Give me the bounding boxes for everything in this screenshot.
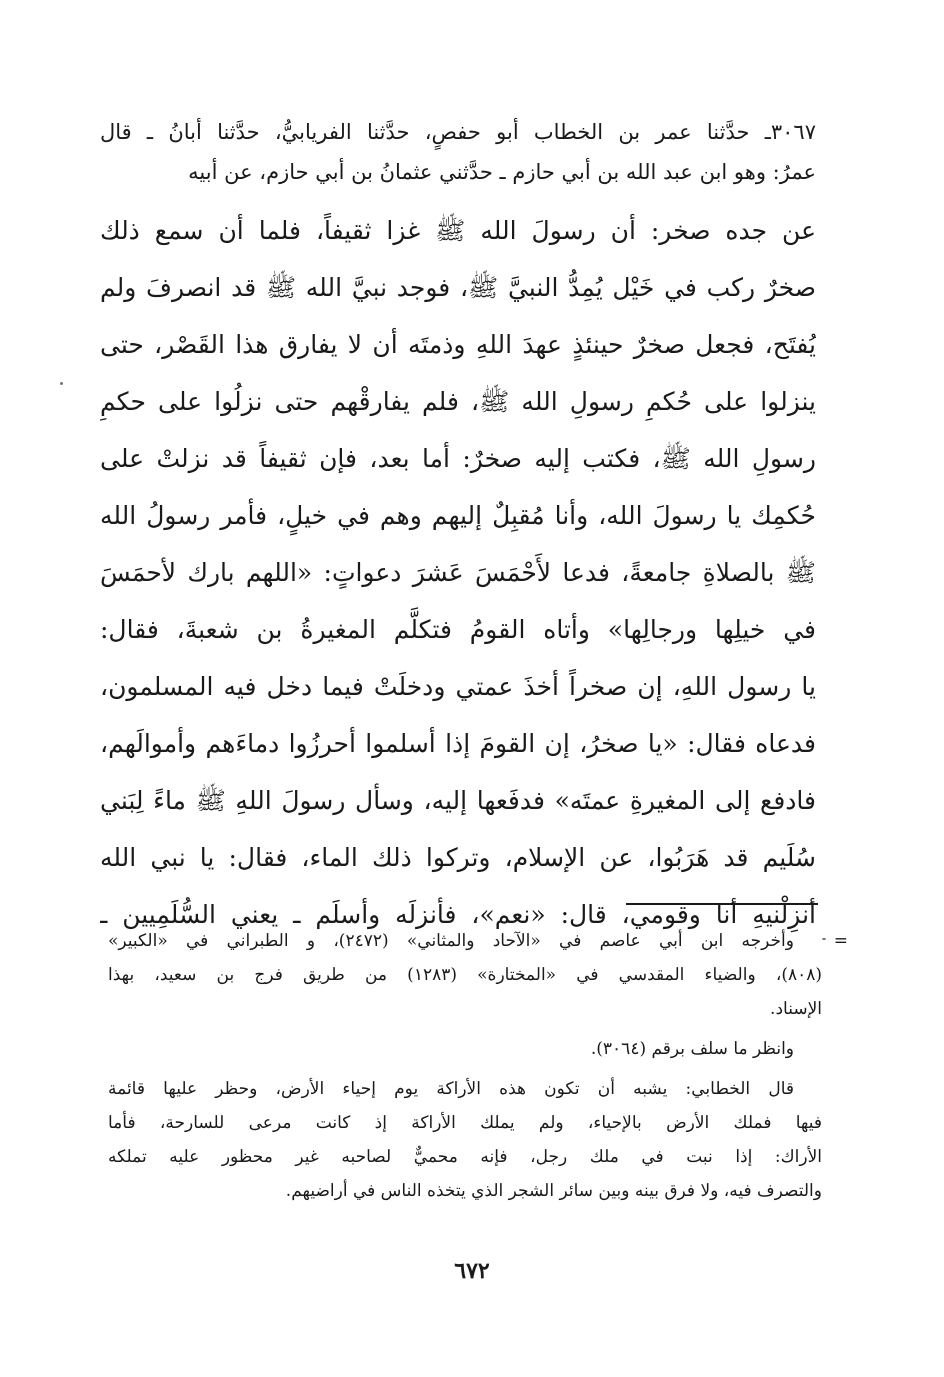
- footnote-line: والتصرف فيه، ولا فرق بينه وبين سائر الشجر الذي يتخذه الناس في أراضيهم.: [285, 1181, 822, 1201]
- footnote-line: الإسناد.: [770, 999, 822, 1019]
- hadith-text-line: فدعاه فقال: «يا صخرُ، إن القومَ إذا أسلموا أحرزُوا دماءَهم وأموالَهم،: [100, 729, 816, 758]
- hadith-text-line: حُكمِك يا رسولَ الله، وأنا مُقبِلٌ إليهم وهم في خيلٍ، فأمر رسولُ الله: [100, 501, 816, 530]
- footnote-divider: [626, 903, 818, 905]
- continuation-mark: =: [833, 931, 848, 951]
- footnote-line: (٨٠٨)، والضياء المقدسي في «المختارة» (١٢٨٣) من طريق فرج بن سعيد، بهذا: [108, 965, 822, 985]
- footnote-line: وأخرجه ابن أبي عاصم في «الآحاد والمثاني» (٢٤٧٢)، و الطبراني في «الكبير»: [108, 931, 794, 951]
- hadith-text-line: ينزلوا على حُكمِ رسولِ الله ﷺ، فلم يفارقْهم حتى نزلُوا على حكمِ: [100, 387, 816, 416]
- hadith-text-line: سُلَيم قد هَرَبُوا، عن الإسلام، وتركوا ذلك الماء، فقال: يا نبي الله: [100, 843, 816, 872]
- hadith-text-line: عن جده صخر: أن رسولَ الله ﷺ غزا ثقيفاً، فلما أن سمع ذلك: [100, 216, 816, 245]
- hadith-block: [100, 112, 816, 943]
- scan-speck: [822, 938, 826, 940]
- hadith-number-line: ٣٠٦٧ـ حدَّثنا عمر بن الخطاب أبو حفصٍ، حدَّثنا الفريابيُّ، حدَّثنا أبانُ ـ قال: [100, 120, 816, 144]
- hadith-text-line: رسولِ الله ﷺ، فكتب إليه صخرٌ: أما بعد، فإن ثقيفاً قد نزلتْ على: [100, 444, 816, 473]
- see-also-note: [108, 1032, 822, 1066]
- hadith-text-line: أنزِلْنيهِ أنا وقومي، قال: «نعم»، فأنزلَه وأسلَم ـ يعني السُّلَمِيين ـ: [100, 900, 816, 929]
- scan-speck: [60, 382, 63, 385]
- hadith-text-line: ﷺ بالصلاةِ جامعةً، فدعا لأَحْمَسَ عَشرَ دعواتٍ: «اللهم بارك لأحمَسَ: [100, 558, 816, 587]
- hadith-text-line: في خيلِها ورجالِها» وأتاه القومُ فتكلَّم المغيرةُ بن شعبةَ، فقال:: [100, 615, 816, 644]
- footnote-line: قال الخطابي: يشبه أن تكون هذه الأراكة يوم إحياء الأرض، وحظر عليها قائمة: [108, 1079, 794, 1099]
- footnotes-block: [108, 924, 848, 1214]
- hadith-text-line: صخرٌ ركب في خَيْل يُمِدُّ النبيَّ ﷺ، فوجد نبيَّ الله ﷺ قد انصرفَ ولم: [100, 273, 816, 302]
- hadith-text-line: يُفتَح، فجعل صخرٌ حينئذٍ عهدَ اللهِ وذمتَه أن لا يفارق هذا القَصْر، حتى: [100, 330, 816, 359]
- footnote-line: فيها فملك الأرض بالإحياء، ولم يملك الأراكة إذ كانت مرعى للسارحة، فأما: [108, 1113, 822, 1133]
- hadith-chain-line: عمرُ: وهو ابن عبد الله بن أبي حازم ـ حدَّثني عثمانُ بن أبي حازم، عن أبيه: [188, 160, 816, 184]
- khattabi-note: [108, 1072, 822, 1208]
- hadith-text-line: فادفع إلى المغيرةِ عمتَه» فدفَعها إليه، وسأل رسولَ اللهِ ﷺ ماءً لِبَني: [100, 786, 816, 815]
- page-number: ٦٧٢: [454, 1258, 490, 1284]
- hadith-text-line: يا رسول اللهِ، إن صخراً أخذَ عمتي ودخلَتْ فيما دخل فيه المسلمون،: [100, 672, 816, 701]
- footnote-line: وانظر ما سلف برقم (٣٠٦٤).: [590, 1039, 794, 1059]
- takhrij-note: [108, 924, 848, 1026]
- footnote-line: الأراك: إذا نبت في ملك رجل، فإنه محميٌّ لصاحبه غير محظور عليه تملكه: [108, 1147, 822, 1167]
